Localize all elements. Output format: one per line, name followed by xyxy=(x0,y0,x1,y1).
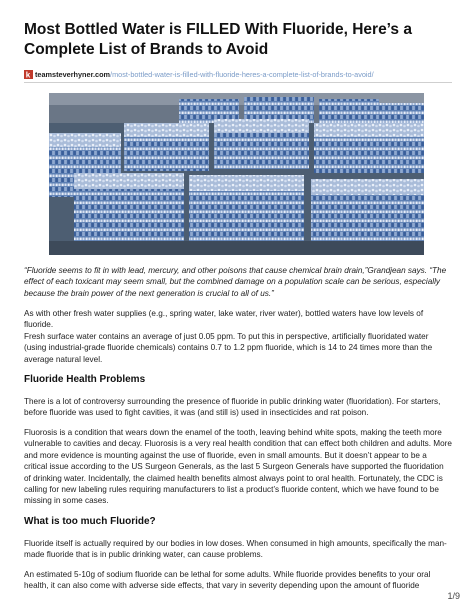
source-domain[interactable]: teamsteverhyner.com xyxy=(35,69,111,79)
article-title: Most Bottled Water is FILLED With Fluoride, Here’s a Complete List of Brands to Avoid xyxy=(24,21,412,58)
paragraph-fluorosis: Fluorosis is a condition that wears down the enamel of the tooth, leaving behind white spots, making the teeth more vulnerable to cavities and decay. Fluorosis is a very real health condition that can effect both children and adults. More and more evidence is mounting against the use of fluoride, even in small amounts. But it doesn’t appear to be a critical issue according to the US Surgeon Generals, as the last 5 Surgeon Generals have supported the fluoridation of drinking water. Incidentally, the claimed health benefits almost always point to oral health. Fortunately, the CDC is calling for new labeling rules requiring manufacturers to list a product’s fluoride content, which we have found to be missing in some cases. xyxy=(24,428,452,506)
k-logo-icon xyxy=(24,70,33,79)
svg-text:k: k xyxy=(25,70,31,79)
page-number: 1/9 xyxy=(447,591,460,601)
paragraph-surface-water: Fresh surface water contains an average of just 0.05 ppm. To put this in perspective, artificially fluoridated water (using industrial-grade fluoride chemicals) contains 0.7 to 1.2 ppm fluoride, which is 14 to 24 times more than the average natural level. xyxy=(24,332,433,364)
source-link[interactable] xyxy=(24,67,452,81)
paragraph-bottled-fluoride: As with other fresh water supplies (e.g., spring water, lake water, river water), bottled waters have low levels of fluoride. xyxy=(24,309,424,330)
bottled-water-pallets-image xyxy=(49,93,424,255)
grandjean-quote: “Fluoride seems to fit in with lead, mercury, and other poisons that cause chemical brain drain,”Grandjean says. “The effect of each toxicant may seem small, but the combined damage on a population scale can be serious, especially because the brain power of the next generation is crucial to all of us.” xyxy=(24,266,447,298)
source-path[interactable]: /most-bottled-water-is-filled-with-fluoride-heres-a-complete-list-of-brands-to-avoid/ xyxy=(110,69,374,79)
title-divider xyxy=(24,82,452,83)
paragraph-low-doses: Fluoride itself is actually required by our bodies in low doses. When consumed in high amounts, specifically the man-made fluoride that is in public drinking water, can cause problems. xyxy=(24,539,447,560)
heading-too-much-fluoride: What is too much Fluoride? xyxy=(24,516,156,527)
paragraph-controversy: There is a lot of controversy surrounding the presence of fluoride in public drinking water (fluoridation). For starters, before fluoride was used to fight cavities, it was (and still is) used in insecticides and rat poison. xyxy=(24,397,441,418)
paragraph-lethal-dose: An estimated 5-10g of sodium fluoride can be lethal for some adults. While fluoride provides benefits to your oral health, it can also come with adverse side effects, that vary in severity depending upon the amount of fluoride xyxy=(24,570,431,591)
heading-fluoride-health-problems: Fluoride Health Problems xyxy=(24,374,146,385)
